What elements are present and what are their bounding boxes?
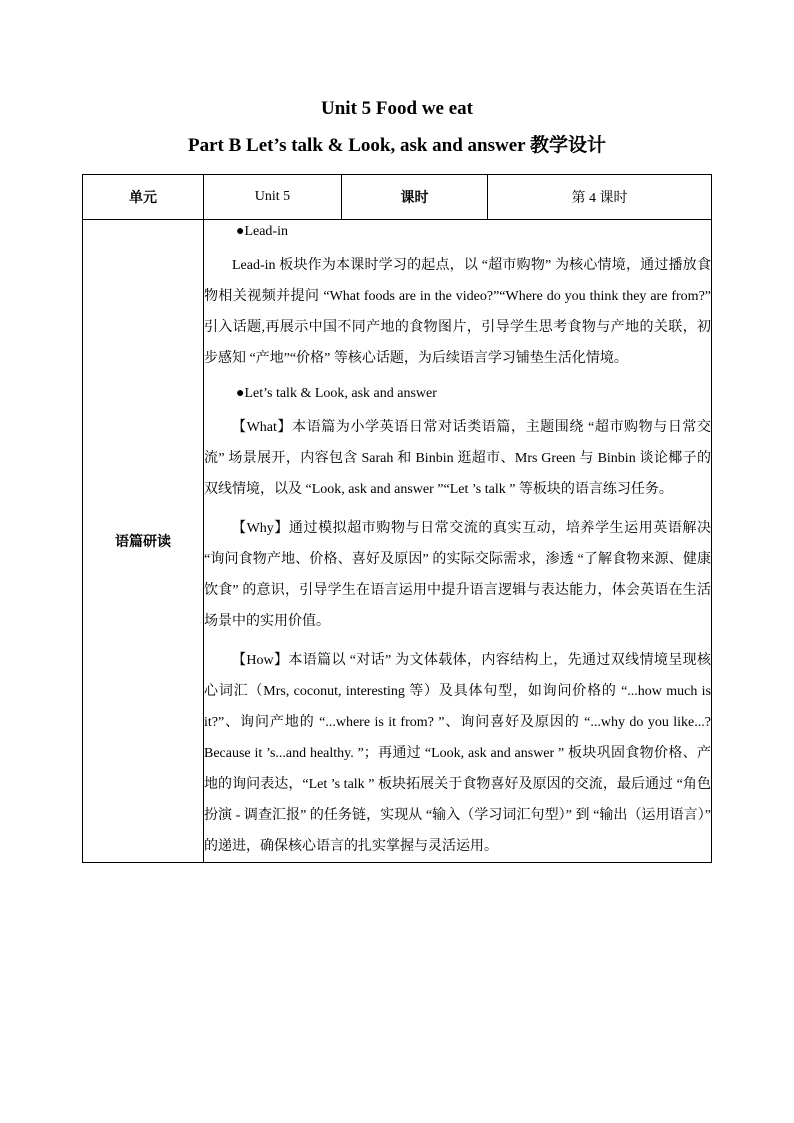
lesson-plan-table xyxy=(82,174,712,863)
text-analysis-label: 语篇研读 xyxy=(83,220,204,863)
leadin-paragraph: Lead-in 板块作为本课时学习的起点，以 “超市购物” 为核心情境，通过播放食物相关视频并提问 “What foods are in the video?”“Where do you think they are from?” 引入话题,再展示中国不同产地的食物图片，引导学生思考食物与产地的关联，初步感知 “产地”“价格” 等核心话题，为后续语言学习铺垫生活化情境。 xyxy=(204,258,711,366)
leadin-heading: ●Lead-in xyxy=(236,224,288,239)
document-subtitle: Part B Let’s talk & Look, ask and answer 教学设计 xyxy=(187,135,607,156)
unit-value-cell: Unit 5 xyxy=(204,175,342,220)
what-paragraph: 【What】本语篇为小学英语日常对话类语篇，主题围绕 “超市购物与日常交流” 场景展开，内容包含 Sarah 和 Binbin 逛超市、Mrs Green 与 Binbin 谈论椰子的双线情境，以及 “Look, ask and answer ”“Let ’s talk ” 等板块的语言练习任务。 xyxy=(204,420,711,497)
document-title: Unit 5 Food we eat xyxy=(321,98,473,119)
why-paragraph: 【Why】通过模拟超市购物与日常交流的真实互动，培养学生运用英语解决 “询问食物产地、价格、喜好及原因” 的实际交际需求，渗透 “了解食物来源、健康饮食” 的意识，引导学生在语言运用中提升语言逻辑与表达能力，体会英语在生活场景中的实用价值。 xyxy=(204,521,711,629)
text-analysis-row xyxy=(83,220,712,863)
lesson-label-cell: 课时 xyxy=(342,175,488,220)
lesson-value-cell: 第 4 课时 xyxy=(488,175,712,220)
table-header-row xyxy=(83,175,712,220)
talk-heading: ●Let’s talk & Look, ask and answer xyxy=(236,386,437,401)
how-paragraph: 【How】本语篇以 “对话” 为文体载体，内容结构上，先通过双线情境呈现核心词汇（Mrs, coconut, interesting 等）及具体句型，如询问价格的 “...how much is it?”、询问产地的 “...where is it from? ”、询问喜好及原因的 “...why do you like...? Because it ’s...and healthy. ”；再通过 “Look, ask and answer ” 板块巩固食物价格、产地的询问表达，“Let ’s talk ” 板块拓展关于食物喜好及原因的交流，最后通过 “角色扮演 - 调查汇报” 的任务链，实现从 “输入（学习词汇句型）” 到 “输出（运用语言）” 的递进，确保核心语言的扎实掌握与灵活运用。 xyxy=(204,653,711,854)
unit-label-cell: 单元 xyxy=(83,175,204,220)
text-analysis-content xyxy=(204,220,712,863)
